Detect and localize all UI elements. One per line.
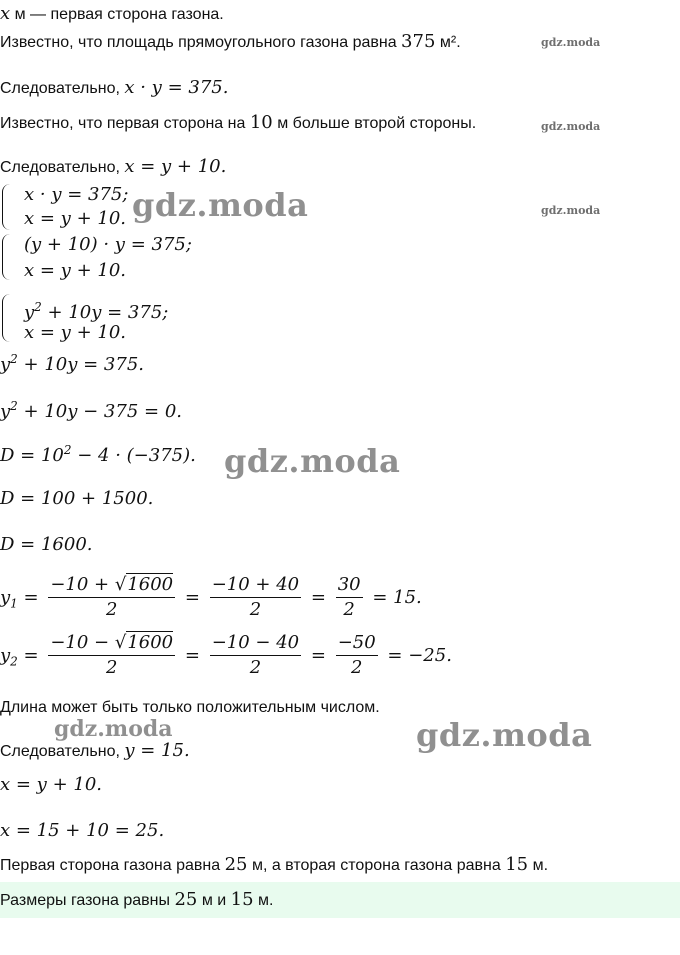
sides-text-c: м. xyxy=(532,857,549,874)
system-3-row-2: x = y + 10. xyxy=(24,322,126,343)
brace-icon xyxy=(2,184,11,230)
y2-f3-den: 2 xyxy=(350,657,363,678)
eq1-rest: + 10y = 375. xyxy=(17,354,145,375)
difference-line xyxy=(0,113,476,134)
watermark-big: gdz.moda xyxy=(132,186,309,224)
eq2-exp: 2 xyxy=(10,399,18,413)
system-2-row-2: x = y + 10. xyxy=(24,260,126,281)
s3-exp: 2 xyxy=(34,300,42,314)
eq1-base: y xyxy=(0,354,11,375)
eq1-exp: 2 xyxy=(10,352,18,366)
area-number: 375 xyxy=(401,31,436,52)
equation-4: D = 100 + 1500. xyxy=(0,488,154,509)
eq2-rest: + 10y − 375 = 0. xyxy=(17,401,182,422)
y2-f2-den: 2 xyxy=(249,657,262,678)
answer-text-c: м. xyxy=(258,892,274,909)
eq-sign: = xyxy=(310,587,326,608)
intro-line xyxy=(0,4,224,25)
watermark-big: gdz.moda xyxy=(416,716,593,754)
x-relation: x = y + 10. xyxy=(0,774,102,795)
difference-text: Известно, что первая сторона на xyxy=(0,115,246,132)
difference-tail: м больше второй стороны. xyxy=(277,115,477,132)
y1-fraction-3 xyxy=(336,574,363,622)
product-math: x · y = 375. xyxy=(124,77,229,98)
y2-equation xyxy=(0,632,452,680)
s3-base: y xyxy=(24,302,35,323)
system-3-row-1 xyxy=(24,296,168,324)
y2-label: y xyxy=(0,645,11,666)
sides-text-a: Первая сторона газона равна xyxy=(0,857,221,874)
answer-text-b: м и xyxy=(201,892,227,909)
y-value-math: y = 15. xyxy=(124,740,190,761)
y2-fraction-2 xyxy=(210,632,301,680)
equation-2 xyxy=(0,399,182,422)
answer-side-2: 15 xyxy=(230,889,254,910)
watermark-big: gdz.moda xyxy=(224,442,401,480)
y1-f3-den: 2 xyxy=(343,599,355,620)
s3-rest: + 10y = 375; xyxy=(41,302,169,323)
answer-text-a: Размеры газона равны xyxy=(0,892,171,909)
y2-f3-num: −50 xyxy=(336,632,378,656)
y1-f1-num-a: −10 + √ xyxy=(50,574,127,595)
var-x: x xyxy=(0,3,11,24)
y2-fraction-3 xyxy=(336,632,378,680)
y1-sub: 1 xyxy=(10,596,18,611)
y1-f2-num: −10 + 40 xyxy=(210,574,301,598)
y2-fraction-1 xyxy=(48,632,175,680)
y1-f2-den: 2 xyxy=(249,599,262,620)
y1-result: = 15. xyxy=(372,587,422,608)
watermark-small: gdz.moda xyxy=(541,204,601,217)
brace-icon xyxy=(2,234,11,280)
y1-eq: = xyxy=(17,587,45,608)
x-value: x = 15 + 10 = 25. xyxy=(0,820,165,841)
eq-sign: = xyxy=(184,587,200,608)
conseq-text: Следовательно, xyxy=(0,159,120,176)
y1-f1-den: 2 xyxy=(106,599,118,620)
area-line xyxy=(0,32,461,53)
answer-line xyxy=(0,890,273,911)
eq3-base: D = 10 xyxy=(0,445,64,466)
watermark-small: gdz.moda xyxy=(541,120,601,133)
y1-f3-num: 30 xyxy=(336,574,363,598)
watermark-mid: gdz.moda xyxy=(54,716,173,742)
conseq-text: Следовательно, xyxy=(0,80,120,97)
y2-f1-num-a: −10 − √ xyxy=(50,632,127,653)
answer-side-1: 25 xyxy=(174,889,198,910)
y1-fraction-2 xyxy=(210,574,301,622)
y-value-line xyxy=(0,741,190,762)
brace-icon xyxy=(2,294,11,342)
positive-length-note: Длина может быть только положительным числом. xyxy=(0,699,380,716)
y2-f2-num: −10 − 40 xyxy=(210,632,301,656)
relation-line xyxy=(0,157,226,178)
y2-f1-sqrt: 1600 xyxy=(127,632,174,653)
eq3-exp: 2 xyxy=(63,443,72,457)
area-unit: м². xyxy=(439,34,461,51)
y2-sub: 2 xyxy=(10,654,18,669)
y1-equation xyxy=(0,574,422,622)
sides-sentence xyxy=(0,855,548,876)
intro-text: м — первая сторона газона. xyxy=(14,6,224,23)
system-1-row-1: x · y = 375; xyxy=(24,184,129,205)
eq-sign: = xyxy=(310,645,326,666)
system-2-row-1: (y + 10) · y = 375; xyxy=(24,234,192,255)
y1-fraction-1 xyxy=(48,574,175,622)
side-2: 15 xyxy=(505,854,529,875)
y2-result: = −25. xyxy=(387,645,452,666)
equation-5: D = 1600. xyxy=(0,534,93,555)
eq2-base: y xyxy=(0,401,11,422)
sides-text-b: м, а вторая сторона газона равна xyxy=(251,857,501,874)
equation-3 xyxy=(0,443,196,466)
y1-f1-sqrt: 1600 xyxy=(127,574,174,595)
eq-sign: = xyxy=(184,645,200,666)
difference-number: 10 xyxy=(249,112,273,133)
y2-eq: = xyxy=(17,645,45,666)
product-line xyxy=(0,78,228,99)
conseq-text: Следовательно, xyxy=(0,743,120,760)
watermark-small: gdz.moda xyxy=(541,36,601,49)
eq3-rest: − 4 · (−375). xyxy=(71,445,196,466)
side-1: 25 xyxy=(224,854,248,875)
area-text: Известно, что площадь прямоугольного газона равна xyxy=(0,34,397,51)
y2-f1-den: 2 xyxy=(106,657,118,678)
relation-math: x = y + 10. xyxy=(124,156,227,177)
y1-label: y xyxy=(0,587,11,608)
system-1-row-2: x = y + 10. xyxy=(24,208,126,229)
equation-1 xyxy=(0,352,144,375)
